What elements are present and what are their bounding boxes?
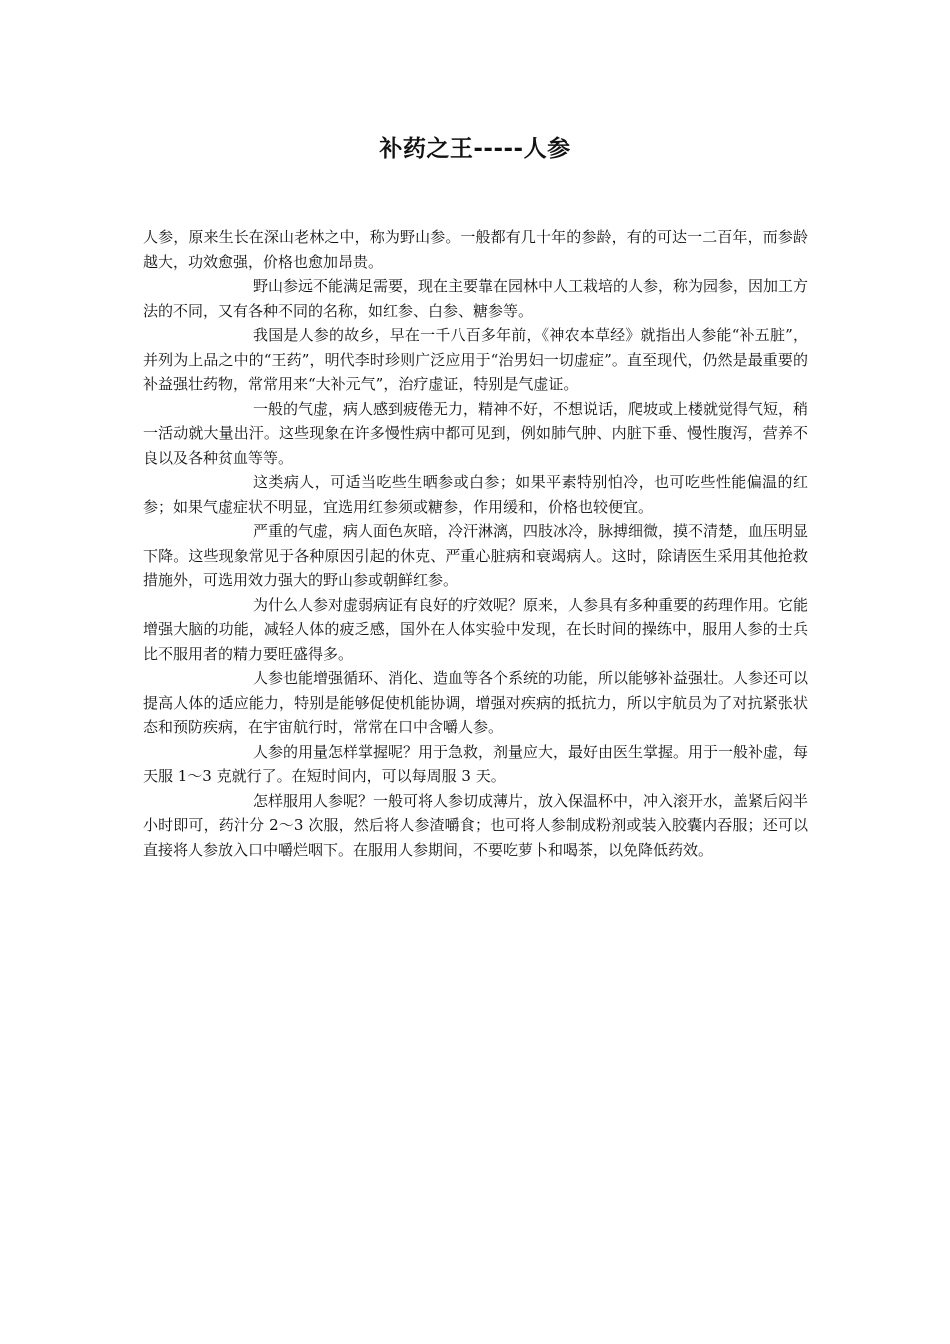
paragraph-9: 人参的用量怎样掌握呢？用于急救，剂量应大，最好由医生掌握。用于一般补虚，每天服 1～3 克就行了。在短时间内，可以每周服 3 天。 <box>143 742 809 785</box>
paragraph-4: 一般的气虚，病人感到疲倦无力，精神不好，不想说话，爬坡或上楼就觉得气短，稍一活动就大量出汗。这些现象在许多慢性病中都可见到，例如肺气肿、内脏下垂、慢性腹泻，营养不良以及各种贫血等等。 <box>143 399 809 467</box>
paragraph-8: 人参也能增强循环、消化、造血等各个系统的功能，所以能够补益强壮。人参还可以提高人体的适应能力，特别是能够促使机能协调，增强对疾病的抵抗力，所以宇航员为了对抗紧张状态和预防疾病，在宇宙航行时，常常在口中含嚼人参。 <box>143 669 809 736</box>
paragraph-5: 这类病人，可适当吃些生晒参或白参；如果平素特别怕冷，也可吃些性能偏温的红参；如果气虚症状不明显，宜选用红参须或糖参，作用缓和，价格也较便宜。 <box>143 473 808 516</box>
document-body <box>143 225 808 862</box>
paragraph-7: 为什么人参对虚弱病证有良好的疗效呢？原来，人参具有多种重要的药理作用。它能增强大脑的功能，减轻人体的疲乏感，国外在人体实验中发现，在长时间的操练中，服用人参的士兵比不服用者的精力要旺盛得多。 <box>143 595 809 663</box>
paragraph-10: 怎样服用人参呢？一般可将人参切成薄片，放入保温杯中，冲入滚开水，盖紧后闷半小时即可，药汁分 2～3 次服，然后将人参渣嚼食；也可将人参制成粉剂或装入胶囊内吞服；还可以直接将人参放入口中嚼烂咽下。在服用人参期间，不要吃萝卜和喝茶，以免降低药效。 <box>143 791 809 859</box>
document-title: 补药之王-----人参 <box>379 136 571 162</box>
paragraph-6: 严重的气虚，病人面色灰暗，冷汗淋漓，四肢冰冷，脉搏细微，摸不清楚，血压明显下降。这些现象常见于各种原因引起的休克、严重心脏病和衰竭病人。这时，除请医生采用其他抢救措施外，可选用效力强大的野山参或朝鲜红参。 <box>143 522 809 589</box>
paragraph-3: 我国是人参的故乡，早在一千八百多年前，《神农本草经》就指出人参能“补五脏”，并列为上品之中的“王药”，明代李时珍则广泛应用于“治男妇一切虚症”。直至现代，仍然是最重要的补益强壮药物，常常用来“大补元气”，治疗虚证，特别是气虚证。 <box>143 326 808 393</box>
paragraph-1: 人参，原来生长在深山老林之中，称为野山参。一般都有几十年的参龄，有的可达一二百年，而参龄越大，功效愈强，价格也愈加昂贵。 <box>143 228 808 271</box>
paragraph-2: 野山参远不能满足需要，现在主要靠在园林中人工栽培的人参，称为园参，因加工方法的不同，又有各种不同的名称，如红参、白参、糖参等。 <box>143 277 809 320</box>
